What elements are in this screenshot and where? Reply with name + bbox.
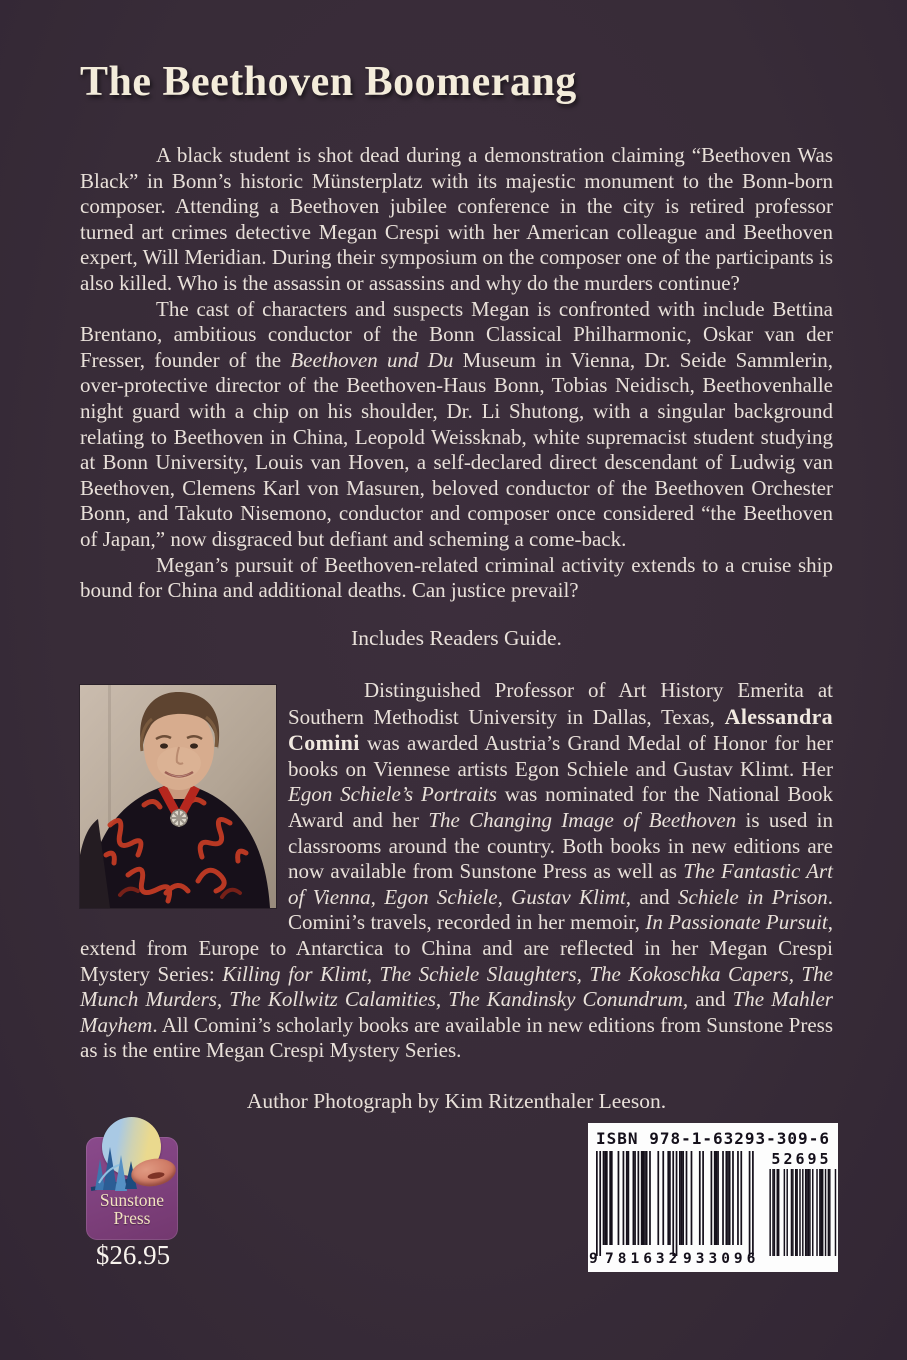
author-bio-text: Distinguished Professor of Art History Emerita at Southern Methodist University in Dallas, Texas, Alessandra Comini was awarded Austria’s Grand Medal of Honor for her books on Viennese artists Egon Schiele and Gustav Klimt. Her Egon Schiele’s Portraits was nominated for the National Book Award and her The Changing Image of Beethoven is used in classrooms around the country. Both books in new editions are now available from Sunstone Press as well as The Fantastic Art of Vienna, Egon Schiele, Gustav Klimt, and Schiele in Prison. Comini’s travels, recorded in her memoir, In Passionate Pursuit, extend from Europe to Antarctica to China and are reflected in her Megan Crespi Mystery Series: Killing for Klimt, The Schiele Slaughters, The Kokoschka Capers, The Munch Murders, The Kollwitz Calamities, The Kandinsky Conundrum, and The Mahler Mayhem. All Comini’s scholarly books are available in new editions from Sunstone Press as is the entire Megan Crespi Mystery Series. (80, 678, 834, 1063)
barcode-bars (588, 1123, 838, 1272)
barcode-digit-group-2: 933096 (683, 1251, 760, 1267)
book-title: The Beethoven Boomerang (80, 59, 577, 105)
price-label: $26.95 (95, 1240, 171, 1270)
synopsis-paragraph-1: A black student is shot dead during a demonstration claiming “Beethoven Was Black” in Bonn’s historic Münsterplatz with its majestic monument to the Bonn-born composer. Attending a Beethoven jubilee conference in the city is retired professor turned art crimes detective Megan Crespi with her American colleague and Beethoven expert, Will Meridian. During their symposium on the composer one of the participants is also killed. Who is the assassin or assassins and why do the murders continue? (80, 143, 833, 295)
readers-guide-note: Includes Readers Guide. (351, 626, 562, 650)
author-portrait-illustration (80, 685, 276, 908)
publisher-name-line2: Press (113, 1208, 151, 1228)
barcode-digit-lead: 9 (589, 1251, 598, 1267)
publisher-logo (86, 1117, 180, 1241)
author-bio-section (80, 678, 833, 1064)
synopsis-paragraph-2: The cast of characters and suspects Megan is confronted with include Bettina Brentano, ambitious conductor of the Bonn Classical Philharmonic, Oskar van der Fresser, founder of the Beethoven und Du Museum in Vienna, Dr. Seide Sammlerin, over-protective director of the Beethoven-Haus Bonn, Tobias Neidisch, Beethovenhalle night guard with a chip on his shoulder, Dr. Li Shutong, with a singular background relating to Beethoven in China, Leopold Weissknab, white supremacist student studying at Bonn University, Louis van Hoven, a self-declared direct descendant of Ludwig van Beethoven, Clemens Karl von Masuren, beloved conductor of the Beethoven Orchester Bonn, and Takuto Nisemono, conductor and composer once considered “the Beethoven of Japan,” now disgraced but defiant and scheming a come-back. (80, 296, 833, 551)
publisher-name (86, 1191, 178, 1227)
isbn-number-text: ISBN 978-1-63293-309-6 (596, 1129, 830, 1148)
publisher-name-line1: Sunstone (99, 1190, 165, 1210)
barcode-digit-group-1: 781632 (605, 1251, 682, 1267)
photo-credit-line: Author Photograph by Kim Ritzenthaler Leeson. (246, 1089, 667, 1113)
synopsis-section (80, 143, 833, 604)
isbn-barcode (588, 1123, 838, 1272)
barcode-addon-text: 52695 (771, 1150, 832, 1168)
synopsis-paragraph-3: Megan’s pursuit of Beethoven-related criminal activity extends to a cruise ship bound for China and additional deaths. Can justice prevail? (80, 552, 833, 603)
author-photo (80, 685, 276, 908)
